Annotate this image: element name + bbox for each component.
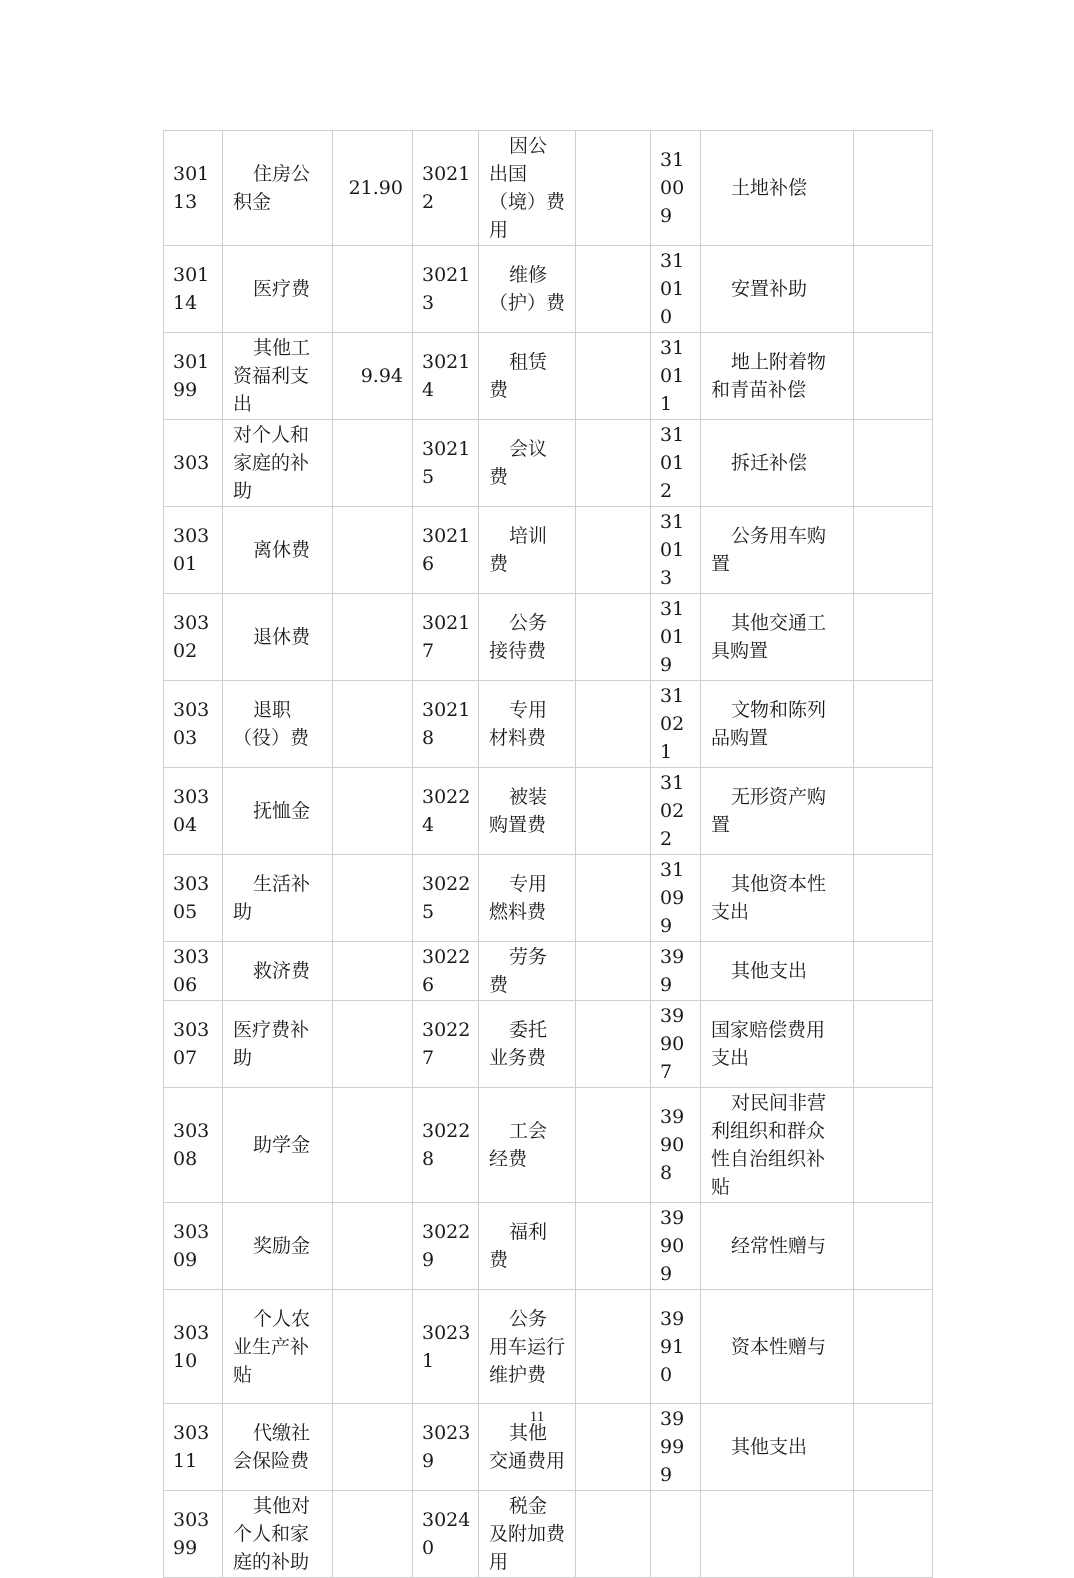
cell-code: 303 — [164, 420, 223, 507]
cell-name — [701, 1491, 854, 1578]
cell-code: 31099 — [651, 855, 701, 942]
cell-code: 30302 — [164, 594, 223, 681]
cell-name: 其他工资福利支出 — [223, 333, 333, 420]
cell-code: 31021 — [651, 681, 701, 768]
cell-name: 对民间非营利组织和群众性自治组织补贴 — [701, 1088, 854, 1203]
table-row — [164, 1290, 933, 1404]
cell-name: 离休费 — [223, 507, 333, 594]
cell-code: 39908 — [651, 1088, 701, 1203]
cell-name: 公务用车购置 — [701, 507, 854, 594]
cell-amount — [576, 1290, 651, 1404]
cell-amount: 21.90 — [333, 131, 413, 246]
table-row — [164, 420, 933, 507]
cell-code: 30239 — [413, 1404, 479, 1491]
cell-code: 39909 — [651, 1203, 701, 1290]
cell-amount — [854, 131, 933, 246]
cell-name: 其他对个人和家庭的补助 — [223, 1491, 333, 1578]
cell-amount — [333, 594, 413, 681]
table-row — [164, 681, 933, 768]
cell-name: 其他资本性支出 — [701, 855, 854, 942]
cell-amount — [333, 1088, 413, 1203]
cell-code: 30305 — [164, 855, 223, 942]
cell-name: 其他支出 — [701, 1404, 854, 1491]
cell-name: 安置补助 — [701, 246, 854, 333]
cell-amount — [854, 1491, 933, 1578]
cell-code: 30309 — [164, 1203, 223, 1290]
cell-name: 代缴社会保险费 — [223, 1404, 333, 1491]
cell-name: 培训费 — [479, 507, 576, 594]
cell-name: 文物和陈列品购置 — [701, 681, 854, 768]
cell-amount — [854, 768, 933, 855]
cell-code: 30228 — [413, 1088, 479, 1203]
cell-amount — [333, 681, 413, 768]
cell-amount — [854, 333, 933, 420]
cell-name: 被装购置费 — [479, 768, 576, 855]
cell-amount — [333, 420, 413, 507]
cell-amount — [333, 942, 413, 1001]
cell-name: 医疗费补助 — [223, 1001, 333, 1088]
cell-name: 专用燃料费 — [479, 855, 576, 942]
cell-code: 31013 — [651, 507, 701, 594]
cell-code: 31019 — [651, 594, 701, 681]
table-body — [164, 131, 933, 1578]
cell-name: 会议费 — [479, 420, 576, 507]
page-number: 11 — [529, 1409, 545, 1425]
cell-code: 30399 — [164, 1491, 223, 1578]
cell-amount — [854, 942, 933, 1001]
cell-amount — [854, 420, 933, 507]
cell-name: 奖励金 — [223, 1203, 333, 1290]
cell-amount — [854, 594, 933, 681]
cell-name: 税金及附加费用 — [479, 1491, 576, 1578]
cell-name: 住房公积金 — [223, 131, 333, 246]
cell-name: 无形资产购置 — [701, 768, 854, 855]
cell-name: 个人农业生产补贴 — [223, 1290, 333, 1404]
cell-name: 其他支出 — [701, 942, 854, 1001]
cell-code: 30216 — [413, 507, 479, 594]
cell-amount — [576, 246, 651, 333]
cell-code: 30114 — [164, 246, 223, 333]
cell-name: 公务用车运行维护费 — [479, 1290, 576, 1404]
cell-amount — [333, 768, 413, 855]
table-row — [164, 246, 933, 333]
table-row — [164, 594, 933, 681]
cell-name: 退职（役）费 — [223, 681, 333, 768]
cell-amount: 9.94 — [333, 333, 413, 420]
cell-code: 30240 — [413, 1491, 479, 1578]
cell-code: 399 — [651, 942, 701, 1001]
cell-amount — [576, 1088, 651, 1203]
cell-code: 30217 — [413, 594, 479, 681]
cell-amount — [854, 1290, 933, 1404]
cell-code: 30199 — [164, 333, 223, 420]
table-row — [164, 1491, 933, 1578]
cell-amount — [854, 681, 933, 768]
cell-code: 30308 — [164, 1088, 223, 1203]
cell-amount — [333, 246, 413, 333]
cell-code: 30231 — [413, 1290, 479, 1404]
cell-name: 地上附着物和青苗补偿 — [701, 333, 854, 420]
cell-name: 资本性赠与 — [701, 1290, 854, 1404]
cell-amount — [576, 333, 651, 420]
cell-code: 30303 — [164, 681, 223, 768]
cell-code: 30214 — [413, 333, 479, 420]
cell-amount — [576, 594, 651, 681]
cell-code: 30218 — [413, 681, 479, 768]
cell-name: 维修（护）费 — [479, 246, 576, 333]
cell-code: 31022 — [651, 768, 701, 855]
cell-code: 30224 — [413, 768, 479, 855]
cell-amount — [576, 681, 651, 768]
cell-code: 30113 — [164, 131, 223, 246]
cell-amount — [576, 855, 651, 942]
cell-code: 30301 — [164, 507, 223, 594]
cell-amount — [576, 1203, 651, 1290]
cell-amount — [333, 1491, 413, 1578]
cell-name: 公务接待费 — [479, 594, 576, 681]
table-row — [164, 768, 933, 855]
table-row — [164, 333, 933, 420]
cell-amount — [854, 246, 933, 333]
cell-amount — [576, 768, 651, 855]
cell-name: 救济费 — [223, 942, 333, 1001]
table-row — [164, 1001, 933, 1088]
cell-amount — [576, 1491, 651, 1578]
cell-amount — [854, 1203, 933, 1290]
cell-name: 其他交通费用 — [479, 1404, 576, 1491]
cell-code: 30212 — [413, 131, 479, 246]
cell-name: 因公出国（境）费用 — [479, 131, 576, 246]
table-row — [164, 131, 933, 246]
cell-name: 国家赔偿费用支出 — [701, 1001, 854, 1088]
cell-code: 31010 — [651, 246, 701, 333]
cell-amount — [576, 942, 651, 1001]
budget-expenditure-table — [163, 130, 933, 1578]
cell-code: 30310 — [164, 1290, 223, 1404]
table-row — [164, 1088, 933, 1203]
cell-code: 39999 — [651, 1404, 701, 1491]
cell-code: 30226 — [413, 942, 479, 1001]
table-row — [164, 855, 933, 942]
cell-name: 租赁费 — [479, 333, 576, 420]
cell-amount — [854, 1088, 933, 1203]
cell-name: 抚恤金 — [223, 768, 333, 855]
cell-name: 其他交通工具购置 — [701, 594, 854, 681]
cell-amount — [854, 507, 933, 594]
cell-code: 39907 — [651, 1001, 701, 1088]
cell-code: 30306 — [164, 942, 223, 1001]
cell-amount — [333, 855, 413, 942]
cell-name: 经常性赠与 — [701, 1203, 854, 1290]
cell-amount — [333, 1001, 413, 1088]
cell-amount — [576, 507, 651, 594]
table-row — [164, 507, 933, 594]
cell-name: 委托业务费 — [479, 1001, 576, 1088]
table-row — [164, 942, 933, 1001]
cell-name: 退休费 — [223, 594, 333, 681]
cell-name: 劳务费 — [479, 942, 576, 1001]
cell-amount — [576, 1001, 651, 1088]
table-row — [164, 1203, 933, 1290]
cell-amount — [333, 1203, 413, 1290]
cell-name: 专用材料费 — [479, 681, 576, 768]
cell-name: 生活补助 — [223, 855, 333, 942]
cell-name: 土地补偿 — [701, 131, 854, 246]
cell-code: 30215 — [413, 420, 479, 507]
cell-code: 31009 — [651, 131, 701, 246]
cell-amount — [854, 1001, 933, 1088]
cell-name: 助学金 — [223, 1088, 333, 1203]
cell-name: 医疗费 — [223, 246, 333, 333]
cell-amount — [854, 855, 933, 942]
cell-code: 31011 — [651, 333, 701, 420]
cell-code: 30311 — [164, 1404, 223, 1491]
cell-code — [651, 1491, 701, 1578]
cell-code: 31012 — [651, 420, 701, 507]
cell-code: 30227 — [413, 1001, 479, 1088]
cell-amount — [333, 1290, 413, 1404]
cell-code: 30307 — [164, 1001, 223, 1088]
cell-code: 30225 — [413, 855, 479, 942]
cell-name: 工会经费 — [479, 1088, 576, 1203]
cell-amount — [333, 507, 413, 594]
cell-name: 拆迁补偿 — [701, 420, 854, 507]
cell-name: 对个人和家庭的补助 — [223, 420, 333, 507]
cell-amount — [576, 131, 651, 246]
cell-name: 福利费 — [479, 1203, 576, 1290]
cell-code: 30229 — [413, 1203, 479, 1290]
cell-code: 30304 — [164, 768, 223, 855]
cell-code: 39910 — [651, 1290, 701, 1404]
cell-amount — [576, 420, 651, 507]
cell-code: 30213 — [413, 246, 479, 333]
